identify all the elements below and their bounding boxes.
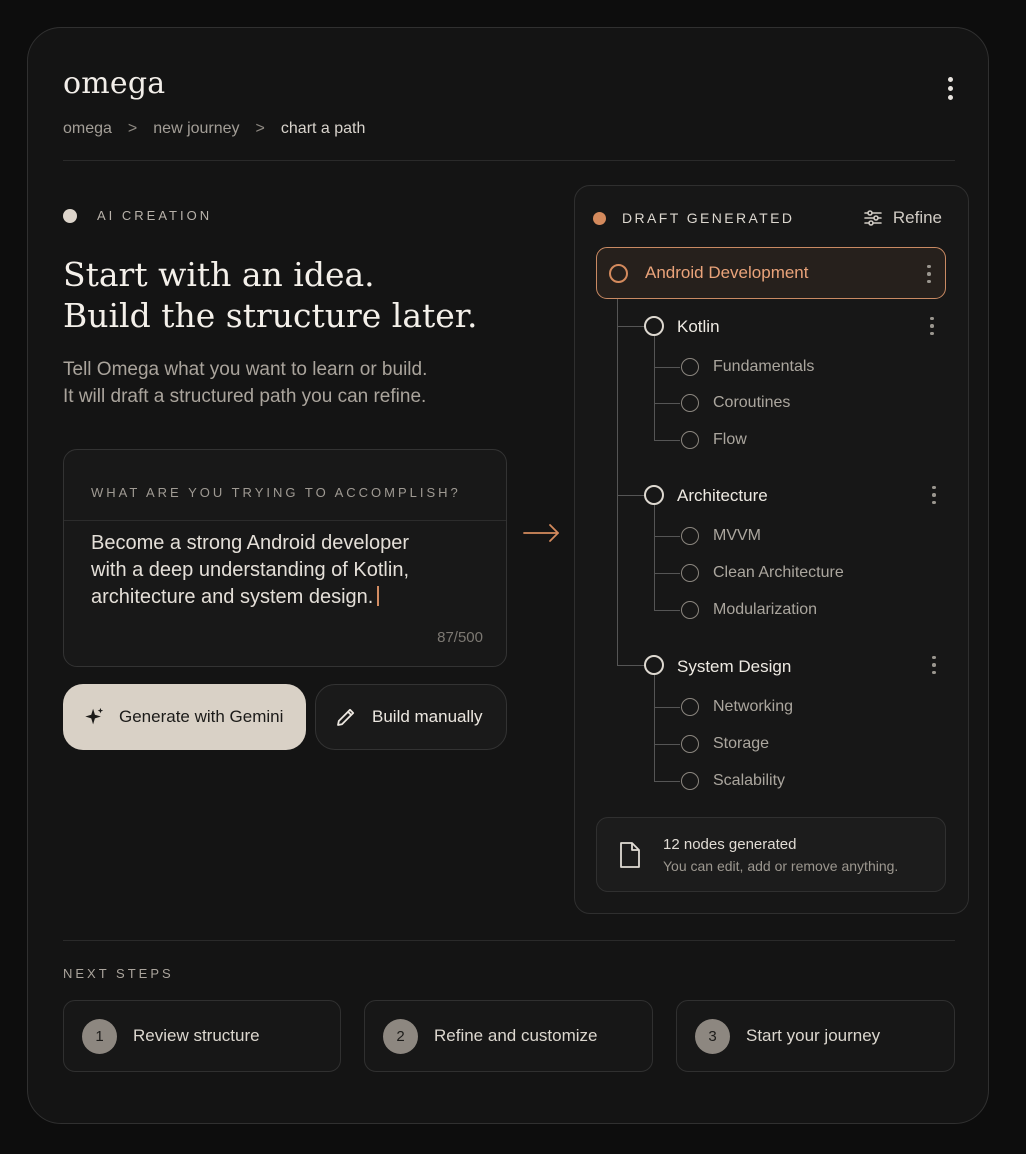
refine-label: Refine — [892, 208, 942, 227]
generate-with-gemini-button[interactable] — [63, 684, 306, 750]
subtitle-line-1: Tell Omega what you want to learn or build. — [63, 359, 428, 380]
headline-line-2: Build the structure later. — [63, 296, 478, 335]
goal-input-text[interactable] — [91, 530, 481, 611]
tree-connector — [617, 326, 645, 327]
tree-node-fundamentals[interactable]: Fundamentals — [713, 358, 815, 375]
text-caret — [377, 586, 379, 606]
tree-connector — [654, 610, 680, 611]
tree-connector — [617, 665, 645, 666]
character-counter: 87/500 — [437, 629, 483, 646]
node-menu-icon[interactable] — [922, 479, 946, 511]
tree-connector — [654, 707, 680, 708]
root-node-label: Android Development — [645, 263, 809, 282]
draft-panel — [574, 185, 969, 914]
section-divider — [63, 940, 955, 941]
goal-input-label: WHAT ARE YOU TRYING TO ACCOMPLISH? — [91, 485, 461, 500]
root-node-menu-icon[interactable] — [917, 258, 941, 290]
sliders-icon — [863, 209, 883, 227]
tree-connector — [654, 781, 680, 782]
tree-node-mvvm[interactable]: MVVM — [713, 527, 761, 544]
goal-text-line-3: architecture and system design. — [91, 586, 374, 608]
tree-root-node[interactable] — [596, 247, 946, 299]
tree-node-system-design[interactable]: System Design — [677, 657, 792, 676]
root-node-circle-icon — [609, 264, 628, 283]
document-icon — [619, 841, 641, 869]
headline-line-1: Start with an idea. — [63, 255, 375, 294]
goal-input-divider — [64, 520, 506, 521]
node-circle-icon — [681, 527, 699, 545]
node-circle-icon — [644, 485, 664, 505]
summary-title: 12 nodes generated — [663, 836, 797, 853]
app-title: omega — [63, 66, 166, 101]
goal-text-line-2: with a deep understanding of Kotlin, — [91, 559, 409, 581]
next-steps-label: NEXT STEPS — [63, 966, 174, 981]
tree-node-architecture[interactable]: Architecture — [677, 486, 768, 505]
node-circle-icon — [644, 655, 664, 675]
breadcrumb-item-new-journey[interactable]: new journey — [153, 120, 240, 137]
tree-node-modularization[interactable]: Modularization — [713, 601, 818, 618]
tree-connector — [654, 440, 680, 441]
eyebrow-text: AI CREATION — [97, 208, 213, 223]
breadcrumb-item-current: chart a path — [280, 120, 366, 137]
next-step-start-journey[interactable] — [676, 1000, 955, 1072]
tree-connector — [654, 536, 680, 537]
step-number-badge: 3 — [695, 1019, 730, 1054]
app-window — [27, 27, 989, 1124]
summary-subtitle: You can edit, add or remove anything. — [663, 858, 899, 874]
node-menu-icon[interactable] — [922, 649, 946, 681]
draft-status-dot — [593, 212, 606, 225]
sparkle-icon — [83, 706, 105, 728]
tree-node-storage[interactable]: Storage — [713, 735, 770, 752]
goal-input[interactable] — [63, 449, 507, 667]
next-step-review-structure[interactable] — [63, 1000, 341, 1072]
node-circle-icon — [681, 601, 699, 619]
goal-text-line-1: Become a strong Android developer — [91, 532, 409, 554]
node-circle-icon — [681, 358, 699, 376]
page-subtitle — [63, 356, 427, 410]
node-circle-icon — [681, 698, 699, 716]
step-label: Refine and customize — [434, 1026, 598, 1045]
tree-node-networking[interactable]: Networking — [713, 698, 794, 715]
node-circle-icon — [681, 564, 699, 582]
tree-node-kotlin[interactable]: Kotlin — [677, 317, 720, 336]
breadcrumb-item-omega[interactable]: omega — [63, 120, 112, 137]
breadcrumb-separator: > — [255, 120, 265, 137]
node-menu-icon[interactable] — [920, 310, 944, 342]
tree-connector — [654, 336, 655, 441]
pencil-icon — [334, 705, 358, 729]
next-step-refine-customize[interactable] — [364, 1000, 653, 1072]
tree-connector — [654, 403, 680, 404]
refine-button[interactable] — [863, 208, 942, 228]
draft-header — [593, 210, 794, 226]
subtitle-line-2: It will draft a structured path you can refine. — [63, 386, 427, 407]
tree-connector — [654, 367, 680, 368]
tree-node-scalability[interactable]: Scalability — [713, 772, 786, 789]
more-options-icon[interactable] — [938, 72, 962, 104]
node-circle-icon — [644, 316, 664, 336]
tree-connector — [617, 495, 645, 496]
ai-creation-label — [63, 208, 212, 223]
node-circle-icon — [681, 735, 699, 753]
tree-node-clean-architecture[interactable]: Clean Architecture — [713, 564, 844, 581]
tree-connector — [654, 505, 655, 610]
node-circle-icon — [681, 394, 699, 412]
step-number-badge: 2 — [383, 1019, 418, 1054]
build-manually-label: Build manually — [372, 707, 483, 726]
step-number-badge: 1 — [82, 1019, 117, 1054]
breadcrumb — [63, 120, 365, 138]
step-label: Review structure — [133, 1026, 260, 1045]
header-divider — [63, 160, 955, 161]
breadcrumb-separator: > — [127, 120, 138, 137]
arrow-right-icon — [522, 521, 562, 545]
tree-connector — [654, 675, 655, 781]
tree-node-flow[interactable]: Flow — [713, 431, 747, 448]
node-circle-icon — [681, 431, 699, 449]
tree-connector — [617, 299, 618, 665]
step-label: Start your journey — [746, 1026, 881, 1045]
tree-connector — [654, 573, 680, 574]
tree-connector — [654, 744, 680, 745]
tree-node-coroutines[interactable]: Coroutines — [713, 394, 791, 411]
nodes-summary-card — [596, 817, 946, 892]
node-circle-icon — [681, 772, 699, 790]
page-headline — [63, 254, 477, 336]
build-manually-button[interactable] — [315, 684, 507, 750]
status-dot — [63, 209, 77, 223]
generate-button-label: Generate with Gemini — [119, 707, 284, 726]
draft-status: DRAFT GENERATED — [622, 210, 795, 226]
